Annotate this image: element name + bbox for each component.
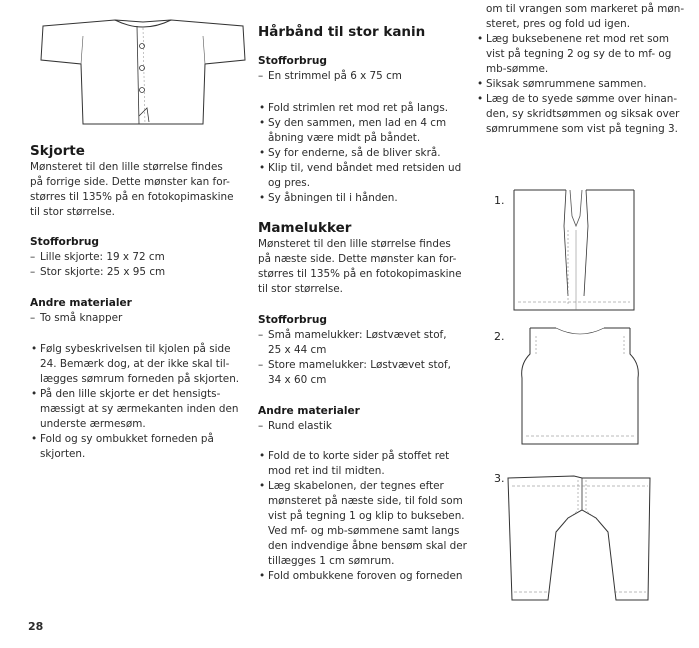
continuation-text: om til vrangen som markeret på møn- steret, pres og fold ud igen. <box>486 3 685 30</box>
skjorte-steps <box>30 342 245 462</box>
skjorte-intro: Mønsteret til den lille størrelse findes på forrige side. Dette mønster kan for- størres til 135% på en fotokopimaskine til stor størrelse. <box>30 161 234 218</box>
list-item: • Læg skabelonen, der tegnes efter mønsteret på næste side, til fold som vist på tegning 1 og klip to bukseben. Ved mf- og mb-sømmene samt langs den indvendige åbne bensøm skal der tillægges 1 cm sømrum. <box>258 479 468 569</box>
page-number: 28 <box>28 620 44 633</box>
list-item: • Klip til, vend båndet med retsiden ud og pres. <box>258 161 468 191</box>
list-item: • Læg de to syede sømme over hinan- den, sy skridtsømmen og siksak over sømrummene som vist på tegning 3. <box>476 92 691 137</box>
mamelukker-materialer: Andre materialer – Rund elastik <box>258 404 468 434</box>
figure-3-label: 3. <box>494 472 505 485</box>
list-item: • Fold ombukkene foroven og forneden <box>258 569 468 584</box>
list-item: • Sy åbningen til i hånden. <box>258 191 468 206</box>
list-item: • Siksak sømrummene sammen. <box>476 77 691 92</box>
list-item: • Følg sybeskrivelsen til kjolen på side 24. Bemærk dog, at der ikke skal til- lægges sømrum forneden på skjorten. <box>30 342 245 387</box>
figure-2-drawing <box>516 324 646 450</box>
figure-1-drawing <box>506 186 646 316</box>
list-item: • Fold strimlen ret mod ret på langs. <box>258 101 468 116</box>
list-item: – Stor skjorte: 25 x 95 cm <box>30 265 245 280</box>
list-item: – To små knapper <box>30 311 245 326</box>
figure-3-drawing <box>504 470 654 606</box>
list-item: – En strimmel på 6 x 75 cm <box>258 69 468 84</box>
haarbaand-stofforbrug: Stofforbrug – En strimmel på 6 x 75 cm <box>258 54 468 84</box>
list-item: • Sy den sammen, men lad en 4 cm åbning være midt på båndet. <box>258 116 468 146</box>
mamelukker-stofforbrug: Stofforbrug – Små mamelukker: Løstvævet stof, 25 x 44 cm – Store mamelukker: Løstvævet stof, 34 x 60 cm <box>258 313 468 388</box>
list-item: • Læg buksebenene ret mod ret som vist på tegning 2 og sy de to mf- og mb-sømme. <box>476 32 691 77</box>
col3-steps <box>476 32 691 137</box>
list-item: – Store mamelukker: Løstvævet stof, 34 x 60 cm <box>258 358 468 388</box>
skjorte-materialer: Andre materialer – To små knapper <box>30 296 245 326</box>
haarbaand-title: Hårbånd til stor kanin <box>258 24 426 40</box>
skjorte-title: Skjorte <box>30 143 85 159</box>
list-item: • Sy for enderne, så de bliver skrå. <box>258 146 468 161</box>
list-item: – Lille skjorte: 19 x 72 cm <box>30 250 245 265</box>
figure-2-label: 2. <box>494 330 505 343</box>
figure-1-label: 1. <box>494 194 505 207</box>
list-item: • Fold og sy ombukket forneden på skjorten. <box>30 432 245 462</box>
mamelukker-steps <box>258 449 468 584</box>
list-item: • På den lille skjorte er det hensigts- mæssigt at sy ærmekanten inden den underste ærmesøm. <box>30 387 245 432</box>
list-item: • Fold de to korte sider på stoffet ret mod ret ind til midten. <box>258 449 468 479</box>
mamelukker-title: Mamelukker <box>258 220 352 236</box>
skjorte-stofforbrug: Stofforbrug – Lille skjorte: 19 x 72 cm – Stor skjorte: 25 x 95 cm <box>30 235 245 280</box>
list-item: – Små mamelukker: Løstvævet stof, 25 x 44 cm <box>258 328 468 358</box>
haarbaand-steps <box>258 101 468 206</box>
shirt-drawing <box>35 16 250 131</box>
mamelukker-intro: Mønsteret til den lille størrelse findes på næste side. Dette mønster kan for- størres til 135% på en fotokopimaskine til stor størrelse. <box>258 238 462 295</box>
list-item: – Rund elastik <box>258 419 468 434</box>
